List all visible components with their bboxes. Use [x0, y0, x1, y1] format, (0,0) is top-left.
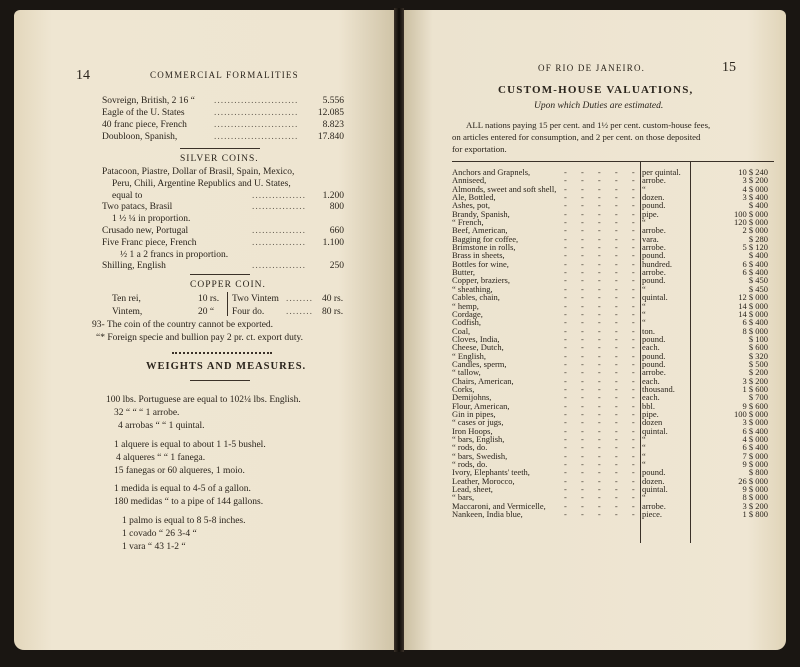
silver-coin-row [102, 261, 344, 271]
valuation-unit: arrobe. [642, 175, 666, 186]
copper-divider [227, 292, 228, 316]
valuation-item: Flour, American, [452, 400, 510, 411]
copper-left-label: Ten rei, [112, 294, 141, 304]
coin-value: 660 [329, 226, 344, 236]
leader-dashes: - - - - - [564, 208, 641, 219]
valuation-value: 4 $ 000 [742, 183, 768, 194]
weights-line: 1 medida is equal to 4-5 of a gallon. [114, 484, 251, 494]
weights-line: 4 arrobas “ “ 1 quintal. [118, 421, 205, 431]
silver-coin-row [102, 226, 344, 236]
valuation-unit: vara. [642, 233, 659, 244]
valuation-value: 9 $ 600 [742, 400, 768, 411]
coin-text: ½ 1 a 2 francs in proportion. [120, 249, 229, 260]
valuation-value: 6 $ 400 [742, 442, 768, 453]
valuation-unit: “ [642, 317, 646, 328]
coin-value: 17.840 [317, 132, 344, 142]
leader-dashes: - - - - - [564, 408, 641, 419]
valuation-unit: “ [642, 183, 646, 194]
divider [190, 380, 250, 381]
coin-value: 5.556 [322, 96, 344, 106]
coin-name: Eagle of the U. States [102, 108, 185, 118]
valuation-unit: dozen [642, 417, 663, 428]
valuation-item: Maccaroni, and Vermicelle, [452, 500, 546, 511]
valuation-item: Butter, [452, 267, 476, 278]
copper-right-value: 80 rs. [322, 307, 344, 317]
valuation-item: “ tallow, [452, 367, 481, 378]
valuation-unit: pound. [642, 358, 666, 369]
intro-line-1: ALL nations paying 15 per cent. and 1½ per cent. custom-house fees, [466, 120, 711, 130]
coin-name: 40 franc piece, French [102, 120, 187, 130]
valuation-unit: each. [642, 375, 660, 386]
valuation-unit: pound. [642, 467, 666, 478]
valuation-item: Bagging for coffee, [452, 233, 519, 244]
coin-value: 250 [329, 261, 344, 272]
leader-dashes: - - - - - [564, 434, 641, 444]
valuation-unit: per quintal. [642, 167, 681, 177]
intro-line-2: on articles entered for consumption, and 2 per cent. on those deposited [452, 132, 701, 142]
valuations-subtitle: Upon which Duties are estimated. [534, 101, 664, 111]
copper-right-label: Four do. [232, 307, 265, 317]
leader-dots: ................ [252, 226, 306, 236]
leader-dots: ........ [286, 307, 313, 317]
valuation-unit: arrobe. [642, 367, 666, 378]
valuation-item: “ rods, do. [452, 442, 488, 453]
valuation-item: “ sheathing, [452, 283, 493, 294]
left-running-head: COMMERCIAL FORMALITIES [150, 70, 299, 80]
leader-dashes: - - - - - [564, 375, 641, 386]
valuation-item: “ English, [452, 350, 486, 361]
valuation-item: Ivory, Elephants' teeth, [452, 467, 530, 478]
leader-dashes: - - - - - [564, 358, 641, 369]
valuation-item: Candles, sperm, [452, 358, 507, 369]
copper-right-value: 40 rs. [322, 294, 344, 304]
valuation-value: $ 450 [748, 283, 768, 294]
weights-line: 1 alquere is equal to about 1 1-5 bushel. [114, 440, 266, 450]
leader-dots: ......................... [214, 108, 299, 118]
valuation-unit: dozen. [642, 192, 665, 203]
valuation-value: $ 320 [748, 350, 768, 361]
valuation-unit: thousand. [642, 383, 675, 394]
valuation-value: $ 600 [748, 342, 768, 353]
valuation-item: “ hemp, [452, 300, 479, 311]
leader-dashes: - - - - - [564, 333, 641, 344]
leader-dashes: - - - - - [564, 492, 641, 503]
weights-line: 180 medidas “ to a pipe of 144 gallons. [114, 497, 264, 507]
valuation-item: “ bars, Swedish, [452, 450, 508, 461]
valuation-value: 12 $ 000 [738, 292, 768, 303]
valuation-row [452, 510, 774, 518]
valuation-item: Brimstone in rolls, [452, 242, 516, 253]
coin-value: 1.200 [322, 190, 344, 201]
valuation-item: Leather, Morocco, [452, 475, 515, 486]
valuation-item: “ French, [452, 217, 484, 228]
valuation-value: 6 $ 400 [742, 258, 768, 269]
valuation-value: $ 400 [748, 200, 768, 211]
leader-dashes: - - - - - [564, 192, 641, 203]
coin-value: 8.823 [322, 120, 344, 130]
valuation-unit: pipe. [642, 408, 659, 419]
copper-left-value: 10 rs. [198, 294, 220, 304]
book-gutter [394, 8, 404, 652]
silver-coin-row [112, 191, 344, 201]
valuation-unit: “ [642, 442, 646, 453]
valuation-item: Corks, [452, 383, 475, 394]
weights-line: 15 fanegas or 60 alqueres, 1 moio. [114, 466, 245, 476]
coin-text: 1 ½ ¼ in proportion. [112, 214, 191, 225]
leader-dashes: - - - - - [564, 325, 641, 336]
leader-dashes: - - - - - [564, 300, 641, 311]
leader-dashes: - - - - - [564, 217, 641, 228]
weights-line: 1 vara “ 43 1-2 “ [122, 542, 186, 552]
leader-dashes: - - - - - [564, 283, 641, 294]
leader-dashes: - - - - - [564, 467, 641, 478]
weights-line: 1 palmo is equal to 8 5-8 inches. [122, 516, 246, 526]
coin-text: Five Franc piece, French [102, 237, 197, 248]
coin-text: Patacoon, Piastre, Dollar of Brasil, Spain, Mexico, [102, 167, 295, 177]
coin-value: 1.100 [322, 237, 344, 248]
leader-dots: ................ [252, 190, 306, 201]
coin-name: Doubloon, Spanish, [102, 132, 178, 142]
valuation-unit: pound. [642, 333, 666, 344]
leader-dots: ......................... [214, 132, 299, 142]
divider [190, 274, 250, 275]
valuation-value: 120 $ 000 [734, 217, 768, 228]
coin-text: Crusado new, Portugal [102, 226, 189, 236]
valuation-value: 100 $ 000 [734, 408, 768, 419]
valuation-value: 6 $ 400 [742, 317, 768, 328]
copper-left-value: 20 “ [198, 307, 215, 317]
gold-coin-row [102, 120, 344, 130]
leader-dashes: - - - - - [564, 200, 641, 211]
leader-dashes: - - - - - [564, 317, 641, 328]
silver-coin-row [120, 250, 344, 260]
leader-dashes: - - - - - [564, 442, 641, 453]
valuation-item: Nankeen, India blue, [452, 509, 523, 520]
valuation-item: Copper, braziers, [452, 275, 510, 286]
leader-dashes: - - - - - [564, 258, 641, 269]
leader-dashes: - - - - - [564, 267, 641, 278]
valuation-value: $ 400 [748, 250, 768, 261]
valuation-item: Demijohns, [452, 392, 492, 403]
leader-dashes: - - - - - [564, 308, 641, 319]
coin-text: Peru, Chili, Argentine Republics and U. States, [112, 178, 291, 189]
valuation-unit: pound. [642, 250, 666, 261]
leader-dashes: - - - - - [564, 242, 641, 253]
silver-coins-title: SILVER COINS. [180, 154, 259, 164]
valuation-item: Coal, [452, 325, 471, 336]
valuation-item: Ashes, pot, [452, 200, 491, 211]
valuation-item: Cheese, Dutch, [452, 342, 504, 353]
valuation-item: Brass in sheets, [452, 250, 505, 261]
table-top-rule [452, 161, 774, 162]
valuation-unit: “ [642, 217, 646, 228]
valuation-unit: “ [642, 308, 646, 319]
left-page-number: 14 [76, 68, 90, 83]
valuation-value: 2 $ 000 [742, 225, 768, 236]
leader-dashes: - - - - - [564, 292, 641, 303]
leader-dots: ......................... [214, 120, 299, 130]
valuations-title: CUSTOM-HOUSE VALUATIONS, [498, 84, 694, 96]
valuation-item: “ cases or jugs, [452, 417, 504, 428]
valuation-unit: “ [642, 459, 646, 470]
valuation-value: $ 450 [748, 275, 768, 286]
silver-coin-row [112, 179, 344, 189]
weights-line: 100 lbs. Portuguese are equal to 102¼ lbs. English. [106, 395, 301, 405]
leader-dashes: - - - - - [564, 275, 641, 286]
valuation-value: 6 $ 400 [742, 267, 768, 278]
leader-dashes: - - - - - [564, 225, 641, 236]
coin-value: 800 [329, 202, 344, 213]
valuation-unit: arrobe. [642, 267, 666, 278]
leader-dashes: - - - - - [564, 459, 641, 470]
valuation-value: 10 $ 240 [738, 167, 768, 177]
valuation-unit: quintal. [642, 484, 668, 495]
valuation-item: Cloves, India, [452, 333, 500, 344]
valuation-unit: “ [642, 434, 646, 444]
leader-dots: ................ [252, 261, 306, 272]
valuation-value: 3 $ 200 [742, 500, 768, 511]
coin-name: Sovreign, British, 2 16 “ [102, 96, 195, 106]
valuation-value: 3 $ 400 [742, 192, 768, 203]
valuation-unit: arrobe. [642, 242, 666, 253]
copper-coin-title: COPPER COIN. [190, 280, 266, 290]
gold-coin-row [102, 132, 344, 142]
valuation-unit: dozen. [642, 475, 665, 486]
leader-dashes: - - - - - [564, 350, 641, 361]
valuation-value: $ 500 [748, 358, 768, 369]
leader-dashes: - - - - - [564, 175, 641, 186]
coin-text: Shilling, English [102, 261, 166, 272]
valuation-unit: arrobe. [642, 225, 666, 236]
valuation-item: “ bars, [452, 492, 475, 503]
weights-line: 1 covado “ 26 3-4 “ [122, 529, 197, 539]
leader-dashes: - - - - - [564, 183, 641, 194]
leader-dashes: - - - - - [564, 400, 641, 411]
leader-dashes: - - - - - [564, 250, 641, 261]
valuation-unit: ton. [642, 325, 655, 336]
valuation-unit: pound. [642, 275, 666, 286]
weights-line: 32 “ “ “ 1 arrobe. [114, 408, 180, 418]
silver-coin-row [102, 202, 344, 212]
valuation-value: 8 $ 000 [742, 492, 768, 503]
valuation-item: Lead, sheet, [452, 484, 493, 495]
coin-text: Two patacs, Brasil [102, 202, 173, 213]
valuation-item: Anniseed, [452, 175, 487, 186]
leader-dashes: - - - - - [564, 342, 641, 353]
valuation-item: Codfish, [452, 317, 482, 328]
leader-dashes: - - - - - [564, 367, 641, 378]
dotted-divider [172, 352, 272, 354]
leader-dots: ........ [286, 294, 313, 304]
valuation-item: Beef, American, [452, 225, 508, 236]
valuation-value: 4 $ 000 [742, 434, 768, 444]
right-running-head: OF RIO DE JANEIRO. [538, 63, 646, 73]
valuation-value: 9 $ 000 [742, 484, 768, 495]
leader-dashes: - - - - - [564, 383, 641, 394]
leader-dots: ................ [252, 237, 306, 248]
valuation-item: Gin in pipes, [452, 408, 496, 419]
right-page-number: 15 [722, 60, 736, 75]
valuation-item: Ale, Bottled, [452, 192, 496, 203]
valuation-item: “ bars, English, [452, 434, 505, 444]
valuation-unit: each. [642, 392, 660, 403]
valuation-value: $ 280 [748, 233, 768, 244]
leader-dashes: - - - - - [564, 425, 641, 436]
leader-dashes: - - - - - [564, 450, 641, 461]
valuation-value: 9 $ 000 [742, 459, 768, 470]
valuation-value: 3 $ 000 [742, 417, 768, 428]
valuation-value: 14 $ 000 [738, 308, 768, 319]
valuation-value: 7 $ 000 [742, 450, 768, 461]
valuations-table [452, 168, 774, 518]
valuation-item: Cordage, [452, 308, 483, 319]
leader-dashes: - - - - - [564, 392, 641, 403]
copper-right-label: Two Vintem [232, 294, 279, 304]
valuation-unit: “ [642, 283, 646, 294]
valuation-unit: quintal. [642, 292, 668, 303]
leader-dashes: - - - - - [564, 417, 641, 428]
leader-dashes: - - - - - [564, 500, 641, 511]
valuation-value: 8 $ 000 [742, 325, 768, 336]
valuation-unit: each. [642, 342, 660, 353]
silver-coin-row [102, 167, 344, 177]
note-specie: “* Foreign specie and bullion pay 2 pr. ct. export duty. [96, 333, 304, 343]
valuation-value: 14 $ 000 [738, 300, 768, 311]
leader-dashes: - - - - - [564, 233, 641, 244]
valuation-value: 100 $ 000 [734, 208, 768, 219]
valuation-value: 1 $ 800 [742, 509, 768, 520]
valuation-unit: quintal. [642, 425, 668, 436]
coin-text: equal to [112, 190, 143, 201]
valuation-unit: “ [642, 300, 646, 311]
valuation-item: Brandy, Spanish, [452, 208, 510, 219]
valuation-unit: pipe. [642, 208, 659, 219]
leader-dashes: - - - - - [564, 484, 641, 495]
valuation-value: $ 800 [748, 467, 768, 478]
divider [180, 148, 260, 149]
gold-coin-row [102, 108, 344, 118]
coin-value: 12.085 [317, 108, 344, 118]
weights-line: 4 alqueres “ “ 1 fanega. [116, 453, 206, 463]
valuation-unit: hundred. [642, 258, 672, 269]
intro-line-3: for exportation. [452, 144, 507, 154]
valuation-unit: pound. [642, 350, 666, 361]
valuation-item: “ rods, do. [452, 459, 488, 470]
valuation-value: $ 700 [748, 392, 768, 403]
valuation-item: Iron Hoops, [452, 425, 493, 436]
valuation-value: $ 200 [748, 367, 768, 378]
valuation-unit: bbl. [642, 400, 655, 411]
valuation-item: Cables, chain, [452, 292, 500, 303]
valuation-unit: arrobe. [642, 500, 666, 511]
valuation-unit: “ [642, 450, 646, 461]
leader-dashes: - - - - - [564, 475, 641, 486]
valuation-unit: “ [642, 492, 646, 503]
gold-coin-row [102, 96, 344, 106]
valuation-value: $ 100 [748, 333, 768, 344]
leader-dots: ......................... [214, 96, 299, 106]
note-export: 93- The coin of the country cannot be exported. [92, 320, 274, 330]
leader-dashes: - - - - - [564, 509, 641, 520]
valuation-value: 1 $ 600 [742, 383, 768, 394]
valuation-value: 3 $ 200 [742, 175, 768, 186]
valuation-value: 3 $ 200 [742, 375, 768, 386]
leader-dots: ................ [252, 202, 306, 213]
valuation-unit: piece. [642, 509, 663, 520]
valuation-item: Anchors and Grapnels, [452, 167, 531, 177]
leader-dashes: - - - - - [564, 167, 641, 177]
silver-coin-row [112, 214, 344, 224]
valuation-item: Chairs, American, [452, 375, 514, 386]
silver-coin-row [102, 238, 344, 248]
left-page [14, 10, 396, 650]
valuation-value: 26 $ 000 [738, 475, 768, 486]
valuation-item: Bottles for wine, [452, 258, 509, 269]
copper-left-label: Vintem, [112, 307, 143, 317]
valuation-unit: pound. [642, 200, 666, 211]
valuation-value: 6 $ 400 [742, 425, 768, 436]
valuation-item: Almonds, sweet and soft shell, [452, 183, 557, 194]
weights-measures-title: WEIGHTS AND MEASURES. [146, 361, 307, 372]
valuation-value: 5 $ 120 [742, 242, 768, 253]
